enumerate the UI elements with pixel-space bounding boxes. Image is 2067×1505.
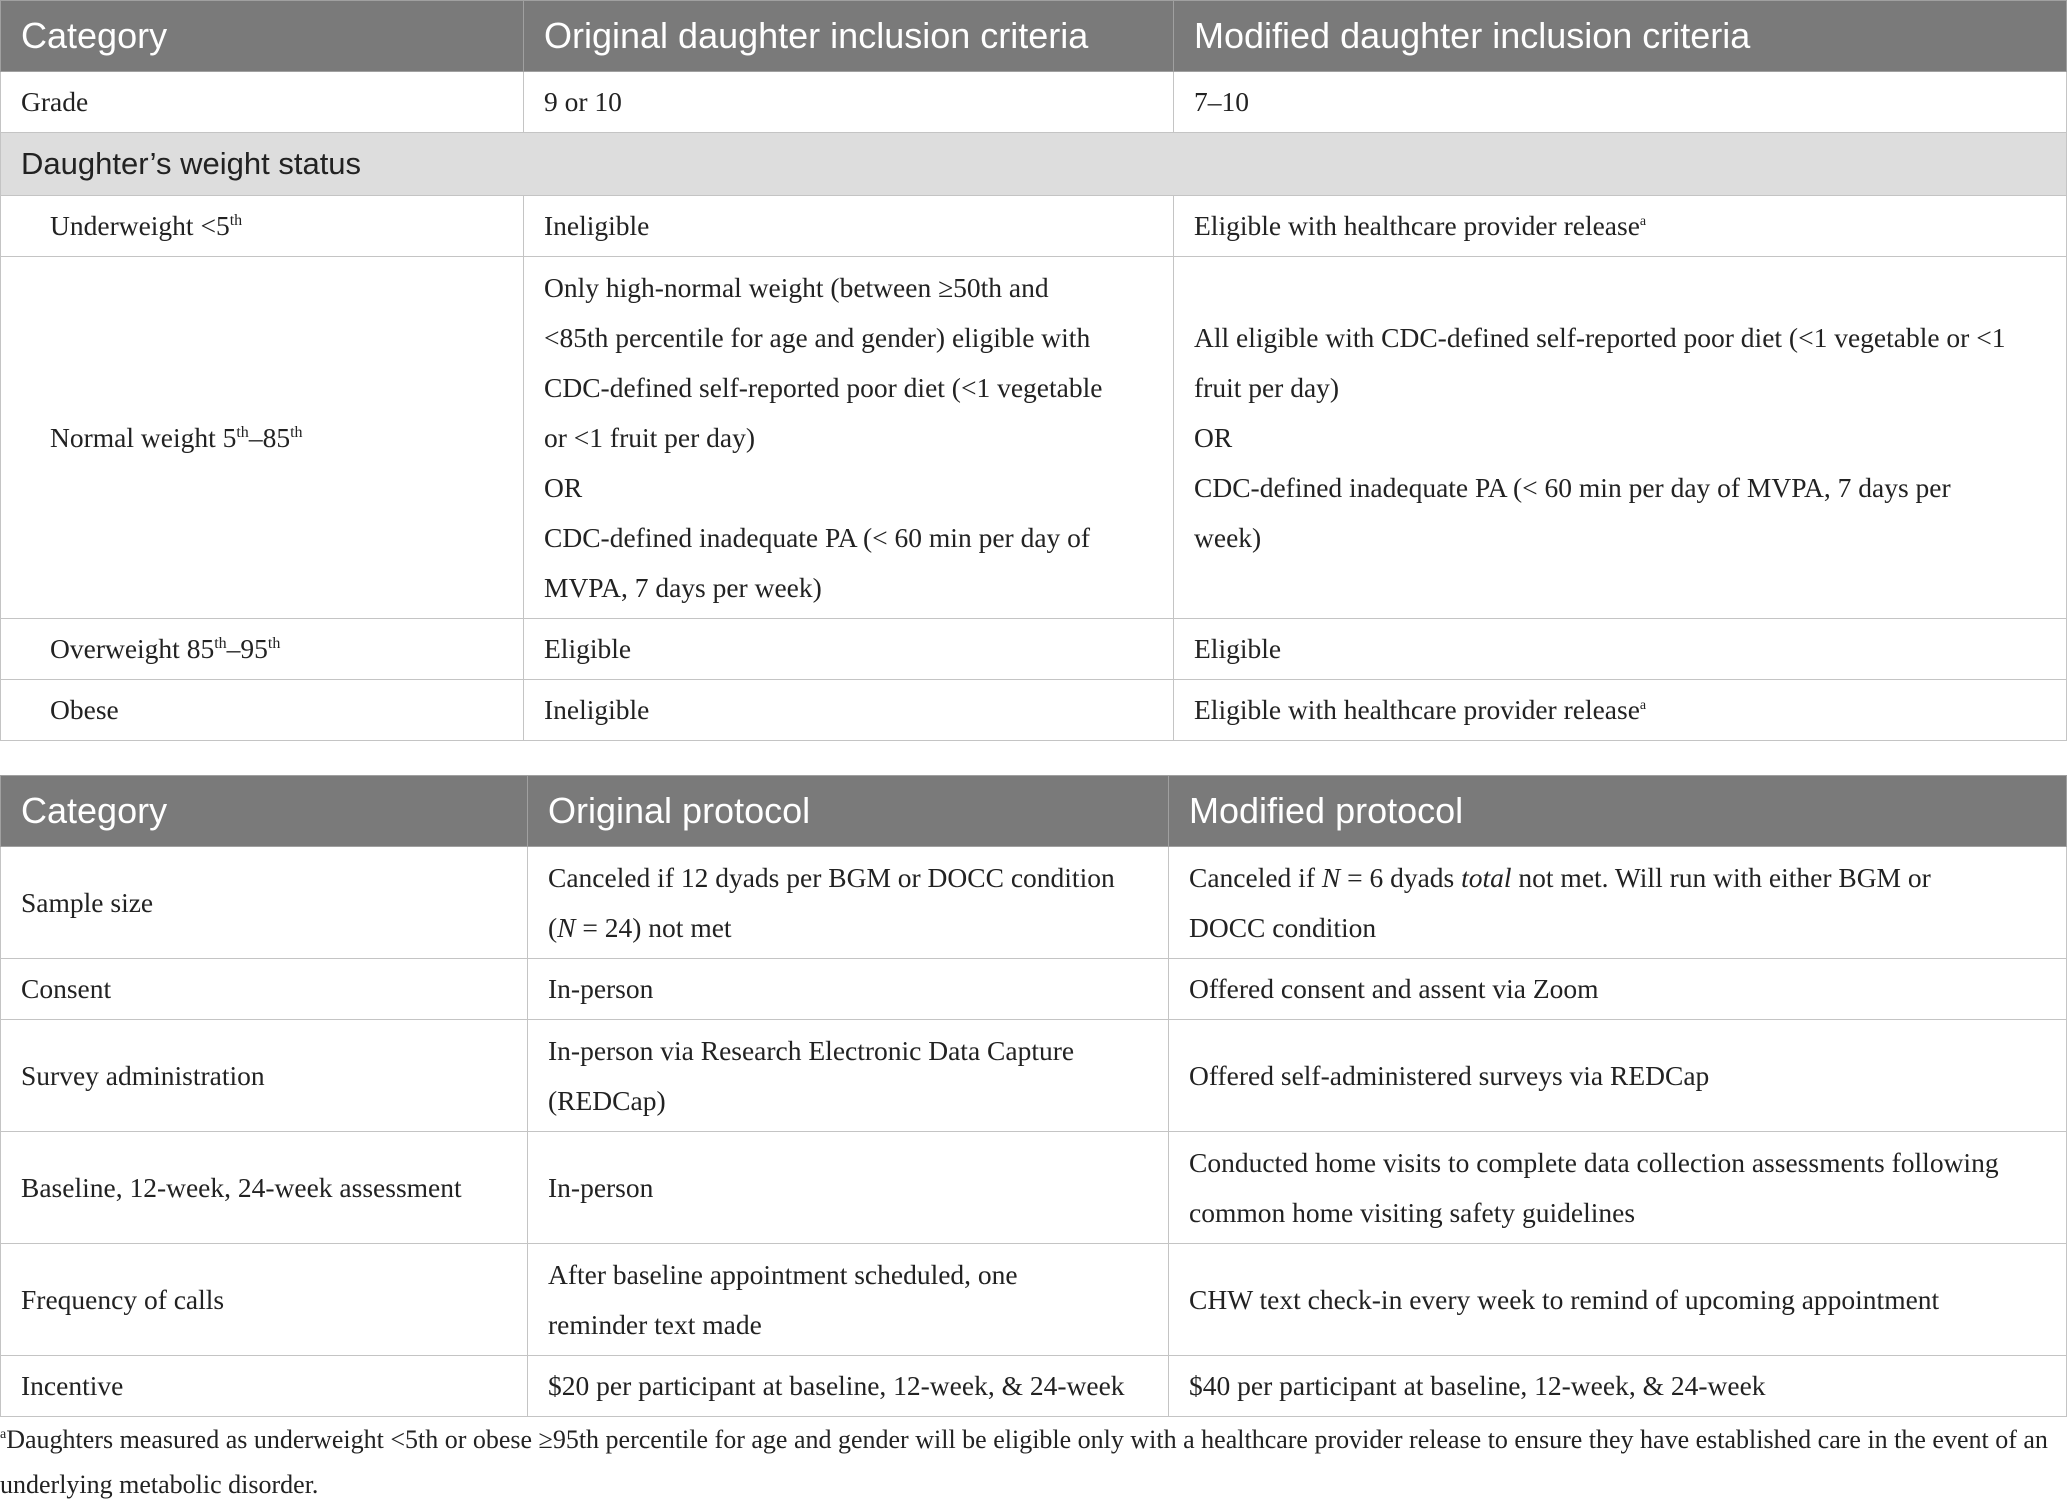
column-header: Modified daughter inclusion criteria	[1174, 1, 2067, 72]
text-line: CDC-defined inadequate PA (< 60 min per day of	[544, 521, 1091, 553]
cell-modified	[1169, 1132, 2067, 1244]
cell-original: $20 per participant at baseline, 12-week, & 24-week	[528, 1356, 1169, 1417]
cell-original: In-person	[528, 1132, 1169, 1244]
category-label-part: –95	[226, 633, 268, 664]
row-category	[1, 619, 524, 680]
text-line: <85th percentile for age and gender) eligible with	[544, 321, 1091, 353]
italic-n: N	[1321, 861, 1341, 893]
category-label: Underweight <5	[50, 210, 230, 241]
text-line: Canceled if 12 dyads per BGM or DOCC condition	[548, 861, 1115, 893]
text-part: Canceled if	[1189, 861, 1322, 893]
text-line: All eligible with CDC-defined self-reported poor diet (<1 vegetable or <1	[1194, 321, 2006, 353]
column-header: Original protocol	[528, 776, 1169, 847]
cell-modified	[1174, 196, 2067, 257]
footnote-marker: a	[1639, 698, 1647, 713]
table-row	[1, 257, 2067, 619]
superscript: th	[236, 423, 249, 441]
text-line: DOCC condition	[1189, 911, 1377, 943]
table-row	[1, 680, 2067, 741]
category-label: Normal weight 5	[50, 421, 237, 453]
row-category: Grade	[1, 72, 524, 133]
category-label: Overweight 85	[50, 633, 215, 664]
cell-original: In-person	[528, 959, 1169, 1020]
section-title: Daughter’s weight status	[1, 133, 2067, 196]
text-line: Only high-normal weight (between ≥50th and	[544, 271, 1049, 303]
cell-original	[528, 1244, 1169, 1356]
inclusion-criteria-table	[0, 0, 2067, 741]
cell-original: Ineligible	[524, 196, 1174, 257]
row-category: Survey administration	[1, 1020, 528, 1132]
cell-text: Eligible with healthcare provider release	[1194, 210, 1640, 241]
cell-modified	[1174, 680, 2067, 741]
table-row	[1, 1020, 2067, 1132]
row-category: Baseline, 12-week, 24-week assessment	[1, 1132, 528, 1244]
text-line: CDC-defined inadequate PA (< 60 min per day of MVPA, 7 days per	[1194, 471, 1951, 503]
text-line: or <1 fruit per day)	[544, 421, 755, 453]
text-line: After baseline appointment scheduled, one	[548, 1258, 1018, 1290]
cell-modified: Eligible	[1174, 619, 2067, 680]
text-line: CDC-defined self-reported poor diet (<1 vegetable	[544, 371, 1103, 403]
table-header-row	[1, 1, 2067, 72]
cell-original	[528, 847, 1169, 959]
cell-modified: 7–10	[1174, 72, 2067, 133]
text-line: week)	[1194, 521, 1262, 553]
table-row	[1, 959, 2067, 1020]
row-category: Incentive	[1, 1356, 528, 1417]
table-row	[1, 1244, 2067, 1356]
cell-original: Eligible	[524, 619, 1174, 680]
text-line: (REDCap)	[548, 1084, 666, 1116]
category-label-part: –85	[248, 421, 291, 453]
cell-original: 9 or 10	[524, 72, 1174, 133]
footnote-text: Daughters measured as underweight <5th or obese ≥95th percentile for age and gender will be eligible only with a healthcare provider release to ensure they have established care in the event of an underlying metabolic disorder.	[0, 1425, 2048, 1499]
table-row	[1, 847, 2067, 959]
footnote-marker: a	[1639, 214, 1647, 229]
text-line: In-person via Research Electronic Data Capture	[548, 1034, 1075, 1066]
table-row	[1, 1132, 2067, 1244]
row-category: Sample size	[1, 847, 528, 959]
cell-modified: CHW text check-in every week to remind of upcoming appointment	[1169, 1244, 2067, 1356]
text-line: OR	[1194, 421, 1233, 453]
cell-modified: Offered consent and assent via Zoom	[1169, 959, 2067, 1020]
table-row	[1, 619, 2067, 680]
table-row	[1, 196, 2067, 257]
table-row	[1, 1356, 2067, 1417]
cell-text: Eligible with healthcare provider release	[1194, 694, 1640, 725]
italic-total: total	[1461, 861, 1512, 893]
cell-modified: $40 per participant at baseline, 12-week, & 24-week	[1169, 1356, 2067, 1417]
footnote-marker: a	[0, 1427, 7, 1442]
text-part: = 6 dyads	[1340, 861, 1462, 893]
text-line: fruit per day)	[1194, 371, 1340, 403]
column-header: Original daughter inclusion criteria	[524, 1, 1174, 72]
text-line: MVPA, 7 days per week)	[544, 571, 822, 603]
superscript: th	[214, 635, 227, 652]
cell-modified	[1174, 257, 2067, 619]
table-footnote	[0, 1420, 2060, 1505]
cell-modified	[1169, 847, 2067, 959]
text-line: common home visiting safety guidelines	[1189, 1196, 1636, 1228]
row-category: Consent	[1, 959, 528, 1020]
section-row	[1, 133, 2067, 196]
table-header-row	[1, 776, 2067, 847]
cell-original	[528, 1020, 1169, 1132]
text-line: Conducted home visits to complete data collection assessments following	[1189, 1146, 1999, 1178]
cell-modified: Offered self-administered surveys via REDCap	[1169, 1020, 2067, 1132]
superscript: th	[229, 212, 243, 229]
italic-n: N	[557, 911, 576, 943]
table-row	[1, 72, 2067, 133]
text-part: = 24) not met	[575, 911, 732, 943]
text-part: (	[548, 911, 558, 943]
protocol-table	[0, 775, 2067, 1417]
text-line	[1189, 853, 2046, 903]
cell-original: Ineligible	[524, 680, 1174, 741]
column-header: Category	[1, 776, 528, 847]
text-line: reminder text made	[548, 1308, 762, 1340]
superscript: th	[290, 423, 303, 441]
row-category	[1, 196, 524, 257]
row-category: Obese	[1, 680, 524, 741]
superscript: th	[267, 635, 281, 652]
text-line: OR	[544, 471, 583, 503]
column-header: Modified protocol	[1169, 776, 2067, 847]
text-line	[548, 903, 1148, 953]
column-header: Category	[1, 1, 524, 72]
row-category	[1, 257, 524, 619]
row-category: Frequency of calls	[1, 1244, 528, 1356]
text-part: not met. Will run with either BGM or	[1511, 861, 1931, 893]
cell-original	[524, 257, 1174, 619]
